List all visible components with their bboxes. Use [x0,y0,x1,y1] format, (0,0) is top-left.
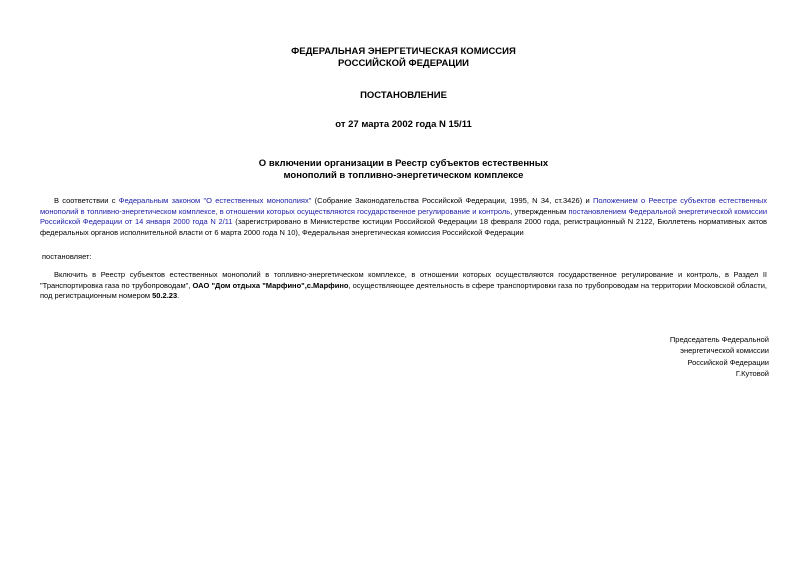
document-type: ПОСТАНОВЛЕНИЕ [360,90,447,101]
title-line-2: монополий в топливно-энергетическом комплексе [283,169,524,181]
link-fek-resolution[interactable]: постановлением Федеральной энергетической комиссии Российской Федерации от 14 января 2000 года N 2/11 [40,206,768,227]
link-federal-law[interactable]: Федеральным законом "О естественных монополиях" [118,196,312,205]
document-title [0,158,807,181]
preamble-text-1: В соответствии с [54,196,119,205]
organization-name: ОАО "Дом отдыха "Марфино",с.Марфино [192,280,349,290]
signature-line-1: Председатель Федеральной [669,335,769,344]
decision-text-1: Включить в Реестр субъектов естественных монополий в топливно-энергетическом комплексе, в отношении которых осуществляются государственное регулирование и контроль, в Раздел II "Транспортировка газа по трубопроводам", [40,270,767,290]
preamble-text-2: (Собрание Законодательства Российской Федерации, 1995, N 34, ст.3426) и [311,196,593,205]
link-registry-regulation[interactable]: Положением о Реестре субъектов естественных монополий в топливно-энергетическом комплексе, в отношении которых осуществляются государственное регулирование и контроль [40,196,768,216]
signature-block [670,334,769,380]
preamble-text-3: , утвержденным [510,206,569,216]
issuer-line-1: ФЕДЕРАЛЬНАЯ ЭНЕРГЕТИЧЕСКАЯ КОМИССИЯ [291,46,516,57]
issuer-line-2: РОССИЙСКОЙ ФЕДЕРАЦИИ [337,57,469,69]
signature-line-3: Российской Федерации [687,357,769,367]
issuer-header [0,46,807,69]
decision-text-3: . [177,291,180,301]
signature-line-2: энергетической комиссии [680,346,769,356]
decision-text-2: , осуществляющее деятельность в сфере транспортировки газа по трубопроводам на территории Московской области, под регистрационным номером [40,280,768,301]
resolves-line: постановляет: [42,252,92,261]
signatory-name: Г.Кутовой [735,369,769,379]
preamble-text-4: (зарегистрировано в Министерстве юстиции Российской Федерации 18 февраля 2000 года, регистрационный N 2122, Бюллетень нормативных актов федеральных органов исполнительной власти от 6 марта 2000 года N 10), Федеральная энергетическая комиссия Российской Федерации [40,217,767,237]
document-date-number: от 27 марта 2002 года N 15/11 [335,119,472,130]
title-line-1: О включении организации в Реестр субъектов естественных [258,158,549,169]
decision-paragraph [40,270,767,302]
preamble-paragraph [40,196,767,238]
registration-number: 50.2.23 [152,291,178,301]
